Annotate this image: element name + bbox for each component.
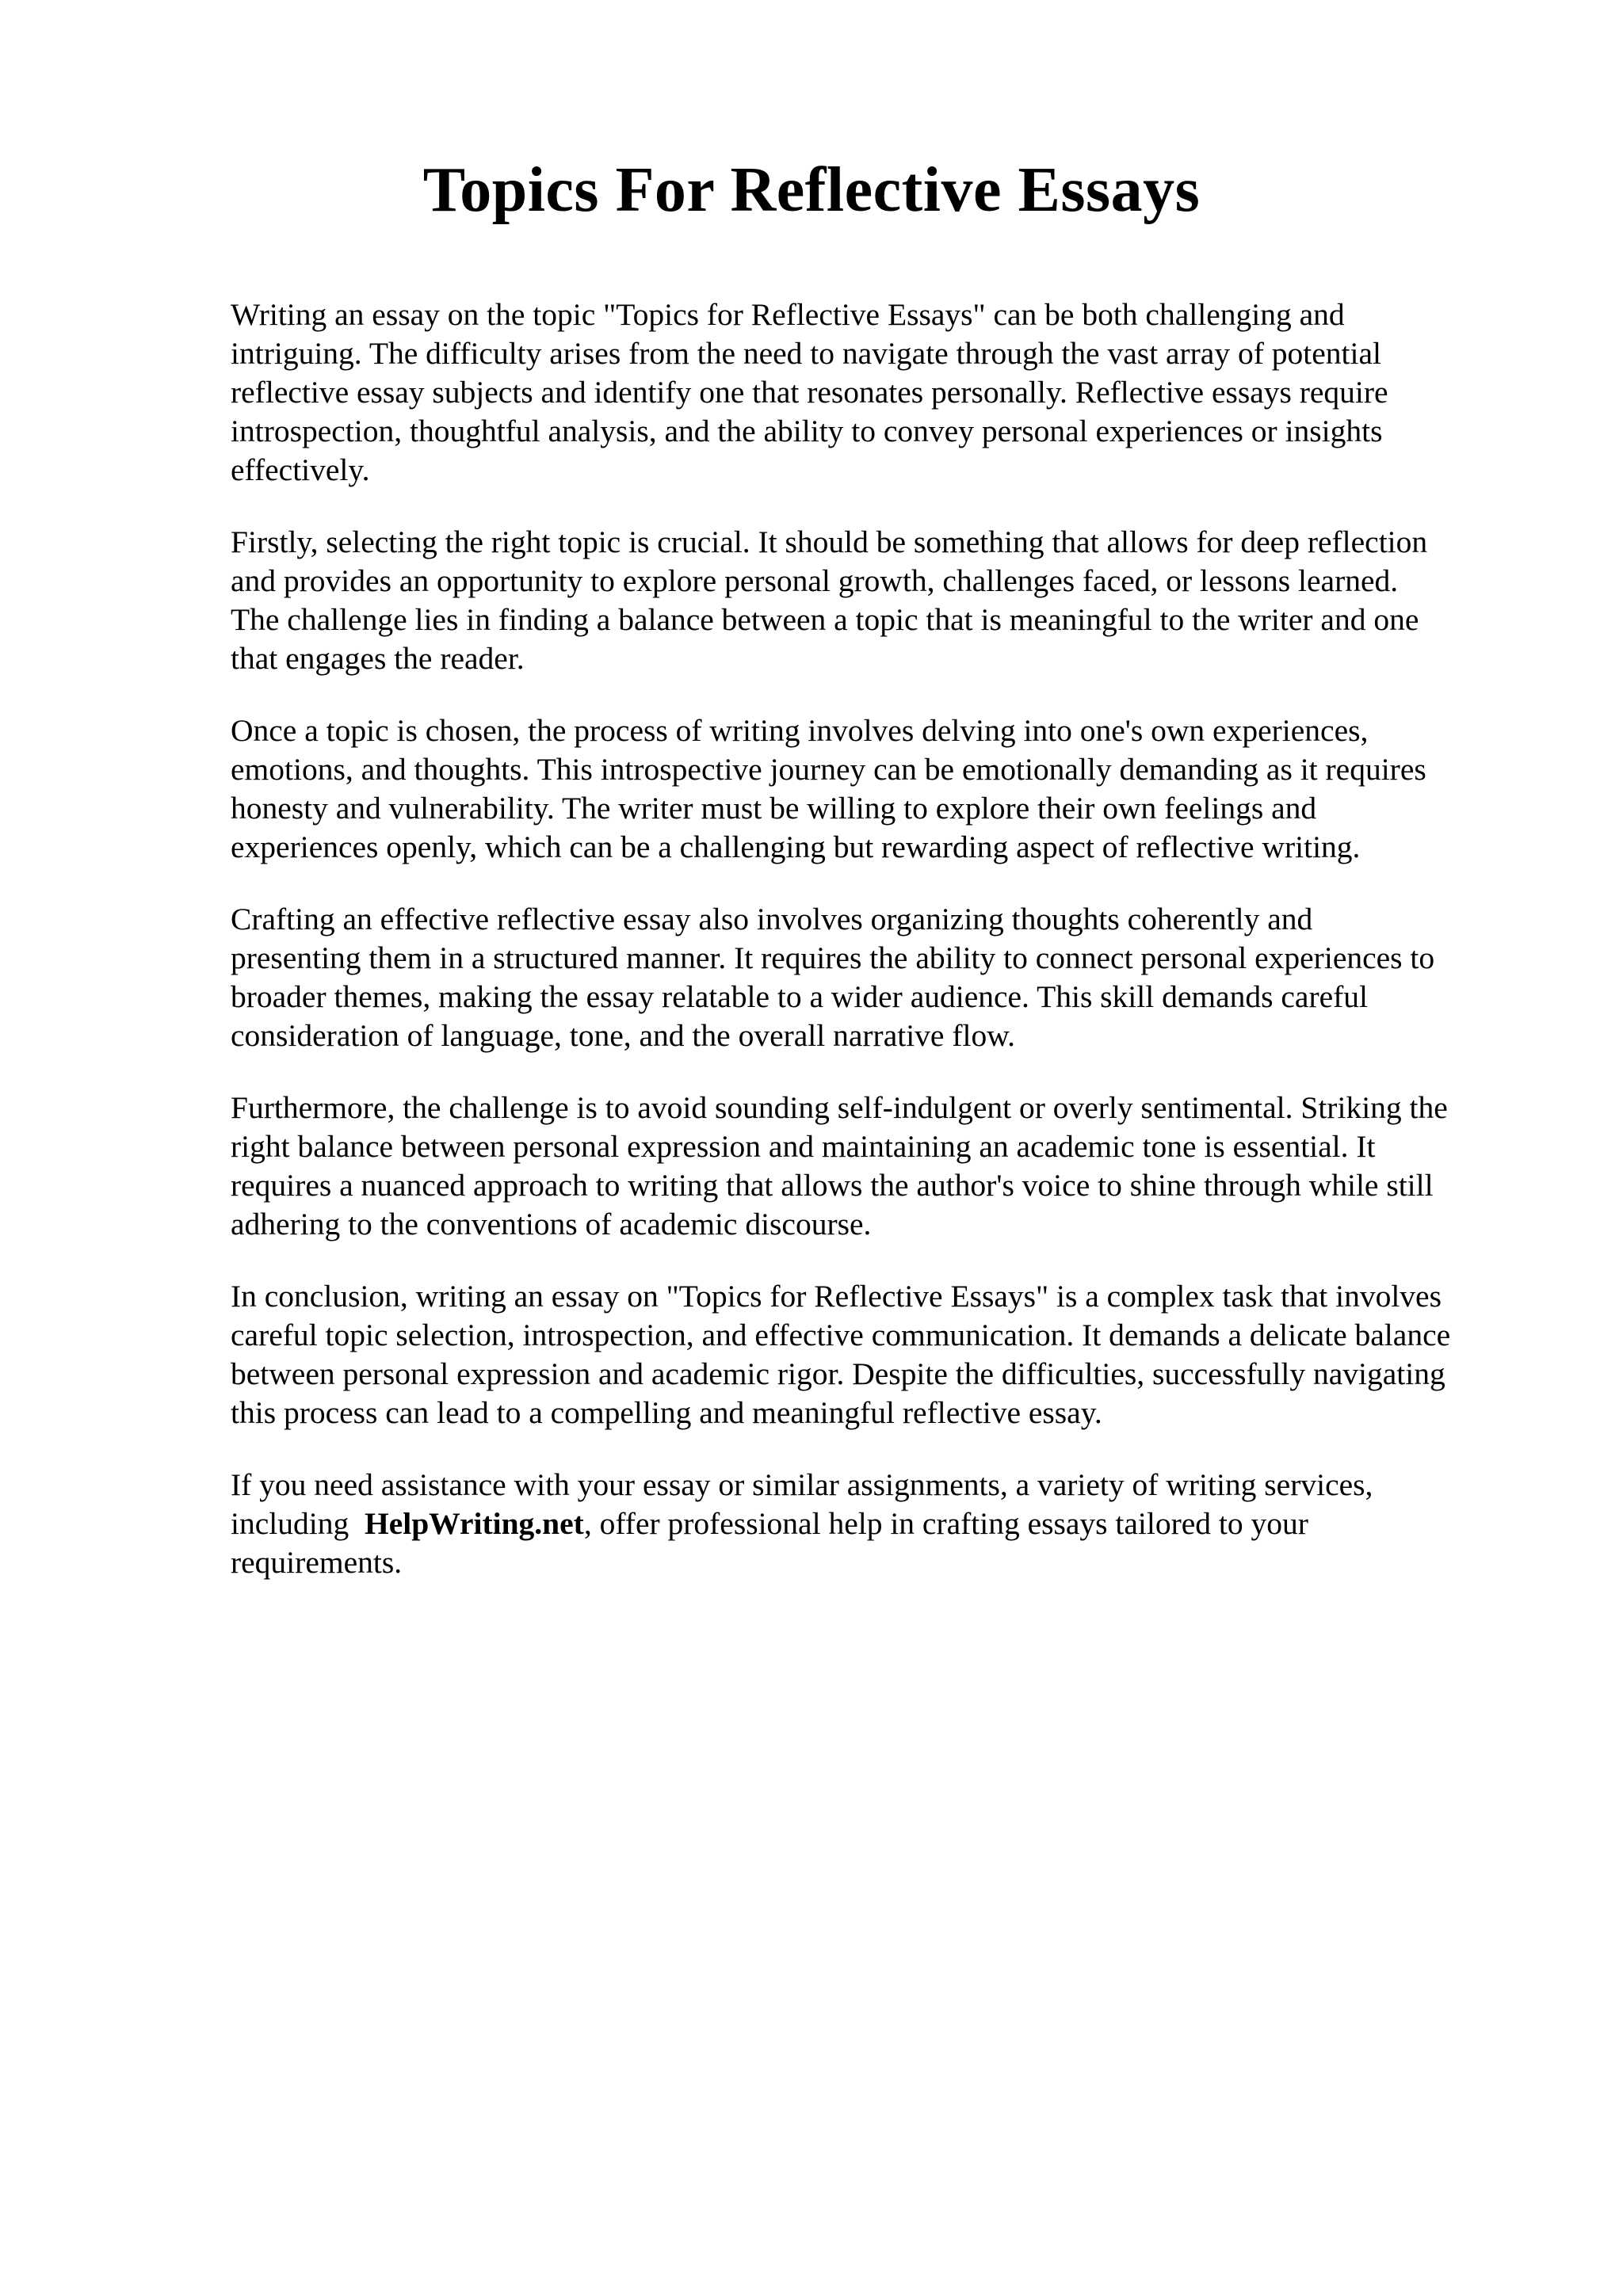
text-line: In conclusion, writing an essay on "Topics for Reflective Essays" is a complex task that involves [231,1279,1442,1314]
document-body [231,296,1530,1615]
text-line: introspection, thoughtful analysis, and the ability to convey personal experiences or insights [231,414,1383,448]
text-line: honesty and vulnerability. The writer must be willing to explore their own feelings and [231,791,1317,826]
document-title: Topics For Reflective Essays [422,155,1201,225]
text-line: and provides an opportunity to explore personal growth, challenges faced, or lessons learned. [231,563,1399,598]
text-line: requirements. [231,1545,403,1580]
text-line: If you need assistance with your essay or similar assignments, a variety of writing services, [231,1467,1373,1502]
text-line: this process can lead to a compelling and meaningful reflective essay. [231,1395,1102,1430]
text-line: Firstly, selecting the right topic is crucial. It should be something that allows for deep reflection [231,524,1428,559]
text-line: Furthermore, the challenge is to avoid sounding self-indulgent or overly sentimental. Striking the [231,1090,1448,1125]
text-line: intriguing. The difficulty arises from the need to navigate through the vast array of potential [231,336,1381,371]
text-line: Writing an essay on the topic "Topics for Reflective Essays" can be both challenging and [231,297,1345,332]
text-line: emotions, and thoughts. This introspective journey can be emotionally demanding as it requires [231,752,1426,787]
paragraph-topic-selection [231,523,1530,678]
text-line: consideration of language, tone, and the overall narrative flow. [231,1018,1016,1053]
text-line: experiences openly, which can be a challenging but rewarding aspect of reflective writing. [231,830,1361,864]
text-line-with-brand [231,1505,1530,1543]
paragraph-writing-process [231,711,1530,867]
brand-name: HelpWriting.net [364,1506,584,1541]
text-line: that engages the reader. [231,641,525,676]
paragraph-balance [231,1089,1530,1244]
text-line: The challenge lies in finding a balance between a topic that is meaningful to the writer and one [231,602,1419,637]
paragraph-intro [231,296,1530,490]
text-line: presenting them in a structured manner. It requires the ability to connect personal experiences to [231,940,1435,975]
paragraph-closing [231,1466,1530,1582]
text-line: requires a nuanced approach to writing that allows the author's voice to shine through while still [231,1168,1434,1203]
text-line: Crafting an effective reflective essay also involves organizing thoughts coherently and [231,902,1313,936]
text-line: between personal expression and academic rigor. Despite the difficulties, successfully navigating [231,1356,1445,1391]
closing-text-after: , offer professional help in crafting essays tailored to your [583,1506,1308,1541]
text-line: careful topic selection, introspection, and effective communication. It demands a delicate balance [231,1318,1451,1352]
closing-text-before: including [231,1506,349,1541]
paragraph-crafting [231,900,1530,1055]
paragraph-conclusion [231,1277,1530,1432]
text-line: broader themes, making the essay relatable to a wider audience. This skill demands careful [231,979,1369,1014]
text-line: effectively. [231,452,370,487]
text-line: right balance between personal expression and maintaining an academic tone is essential. It [231,1129,1376,1164]
text-line: reflective essay subjects and identify one that resonates personally. Reflective essays require [231,375,1388,410]
text-line: Once a topic is chosen, the process of writing involves delving into one's own experiences, [231,713,1369,748]
text-line: adhering to the conventions of academic discourse. [231,1207,872,1241]
